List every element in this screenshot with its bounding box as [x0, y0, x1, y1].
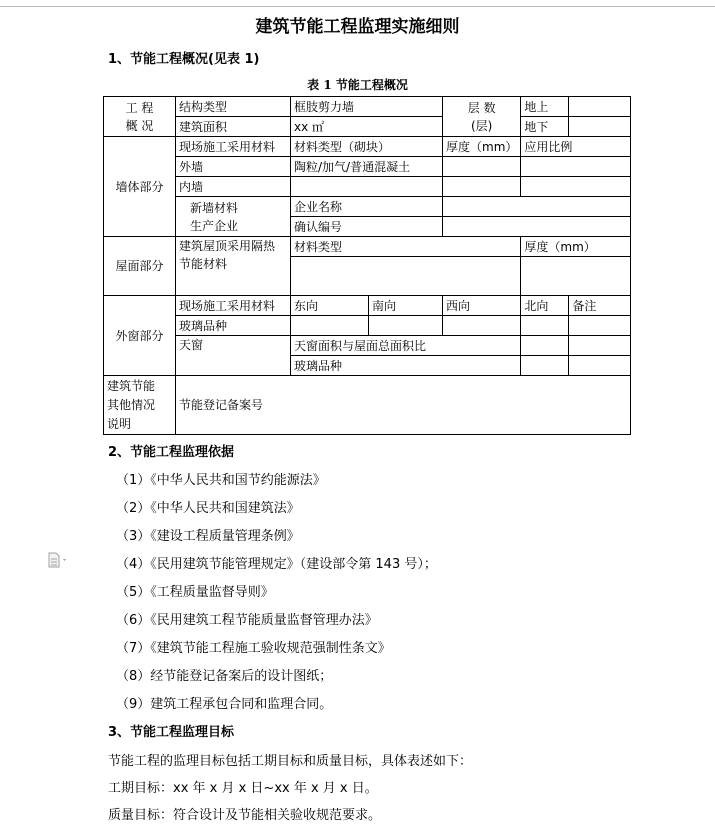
- wall-section-label: 墙体部分: [104, 137, 176, 237]
- skylight-glass-note: [569, 356, 631, 376]
- outer-wall-value: 陶粒/加气/普通混凝土: [291, 157, 443, 177]
- glass-south: [369, 316, 443, 336]
- glass-north: [521, 316, 569, 336]
- roof-thickness-label: 厚度（mm）: [521, 237, 631, 257]
- below-ground-value: [569, 117, 631, 137]
- basis-item: （3）《建设工程质量管理条例》: [116, 529, 300, 544]
- confirm-no-value: [443, 217, 631, 237]
- window-material-used-label: 现场施工采用材料: [176, 296, 291, 316]
- basis-item: （1）《中华人民共和国节约能源法》: [116, 473, 326, 488]
- section-2-heading: 2、节能工程监理依据: [108, 445, 235, 460]
- other-info-label: 建筑节能 其他情况 说明: [104, 376, 176, 435]
- inner-wall-thickness: [443, 177, 521, 197]
- area-label: 建筑面积: [176, 117, 291, 137]
- inner-wall-label: 内墙: [176, 177, 291, 197]
- apply-ratio-label: 应用比例: [521, 137, 631, 157]
- basis-item: （7）《建筑节能工程施工验收规范强制性条文》: [116, 641, 391, 656]
- outer-wall-thickness: [443, 157, 521, 177]
- skylight-ratio-value: [521, 336, 569, 356]
- company-name-value: [443, 197, 631, 217]
- window-section-label: 外窗部分: [104, 296, 176, 376]
- company-name-label: 企业名称: [291, 197, 443, 217]
- west-label: 西向: [443, 296, 521, 316]
- outer-wall-ratio: [521, 157, 631, 177]
- basis-item: （9）建筑工程承包合同和监理合同。: [116, 697, 333, 712]
- above-ground-value: [569, 97, 631, 117]
- skylight-glass-label: 玻璃品种: [291, 356, 521, 376]
- inner-wall-value: [291, 177, 443, 197]
- skylight-label: 天窗: [176, 336, 291, 376]
- below-ground-label: 地下: [521, 117, 569, 137]
- page-top-border: [0, 6, 715, 7]
- roof-section-label: 屋面部分: [104, 237, 176, 296]
- roof-thickness-value: [521, 257, 631, 296]
- skylight-ratio-note: [569, 336, 631, 356]
- table-caption: 表 1 节能工程概况: [307, 78, 408, 92]
- skylight-ratio-label: 天窗面积与屋面总面积比: [291, 336, 521, 356]
- south-label: 南向: [369, 296, 443, 316]
- record-no-label: 节能登记备案号: [176, 376, 631, 435]
- material-type-block-label: 材料类型（砌块）: [291, 137, 443, 157]
- struct-type-value: 框肢剪力墙: [291, 97, 443, 117]
- basis-item: （6）《民用建筑工程节能质量监督管理办法》: [116, 613, 378, 628]
- thickness-label: 厚度（mm）: [443, 137, 521, 157]
- new-wall-producer-label: 新墙材料 生产企业: [176, 197, 291, 237]
- skylight-glass-value: [521, 356, 569, 376]
- struct-type-label: 结构类型: [176, 97, 291, 117]
- floors-label: 层 数 (层): [443, 97, 521, 137]
- project-overview-label: 工 程 概 况: [104, 97, 176, 137]
- goal-quality: 质量目标：符合设计及节能相关验收规范要求。: [108, 808, 382, 823]
- goal-intro: 节能工程的监理目标包括工期目标和质量目标，具体表述如下：: [108, 754, 473, 769]
- note-label: 备注: [569, 296, 631, 316]
- basis-item: （4）《民用建筑节能管理规定》（建设部令第 143 号）；: [116, 557, 437, 572]
- glass-note: [569, 316, 631, 336]
- document-title: 建筑节能工程监理实施细则: [255, 17, 460, 37]
- area-value: xx ㎡: [291, 117, 443, 137]
- basis-item: （5）《工程质量监督导则》: [116, 585, 274, 600]
- basis-item: （8）经节能登记备案后的设计图纸；: [116, 669, 333, 684]
- east-label: 东向: [291, 296, 369, 316]
- goal-period: 工期目标：xx 年 x 月 x 日~xx 年 x 月 x 日。: [108, 781, 378, 796]
- outer-wall-label: 外墙: [176, 157, 291, 177]
- roof-material-label: 建筑屋顶采用隔热 节能材料: [176, 237, 291, 296]
- inner-wall-ratio: [521, 177, 631, 197]
- section-3-heading: 3、节能工程监理目标: [108, 725, 235, 740]
- overview-table: [103, 96, 631, 435]
- above-ground-label: 地上: [521, 97, 569, 117]
- glass-type-label: 玻璃品种: [176, 316, 291, 336]
- north-label: 北向: [521, 296, 569, 316]
- confirm-no-label: 确认编号: [291, 217, 443, 237]
- roof-material-type-value: [291, 257, 521, 296]
- basis-item: （2）《中华人民共和国建筑法》: [116, 501, 300, 516]
- section-1-heading: 1、节能工程概况(见表 1): [108, 52, 260, 67]
- glass-west: [443, 316, 521, 336]
- document-options-icon[interactable]: [48, 552, 62, 568]
- wall-material-used-label: 现场施工采用材料: [176, 137, 291, 157]
- glass-east: [291, 316, 369, 336]
- roof-material-type-label: 材料类型: [291, 237, 521, 257]
